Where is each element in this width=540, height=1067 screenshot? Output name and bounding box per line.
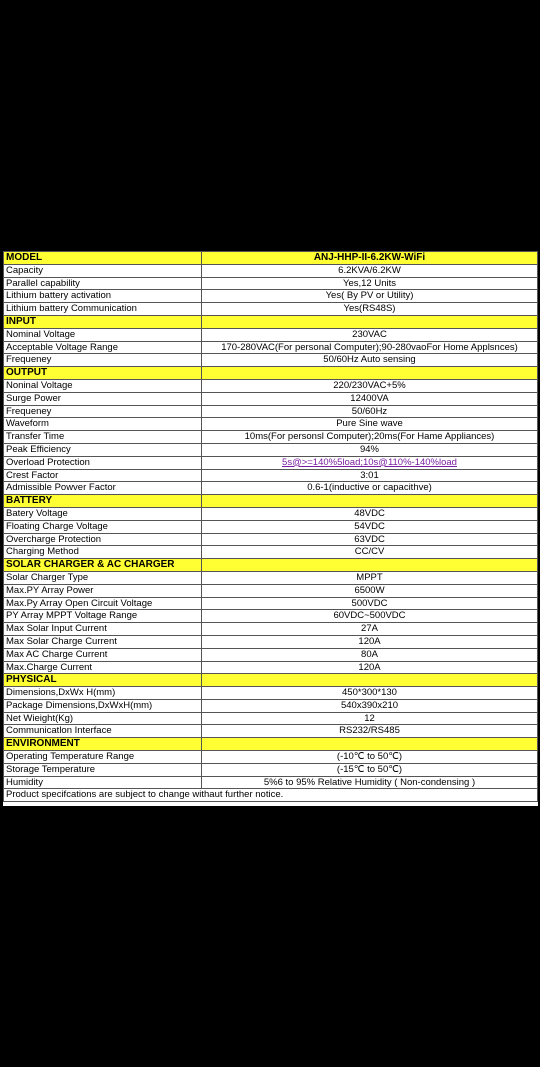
spec-label: Operating Temperature Range: [4, 751, 202, 764]
spec-value: 10ms(For personsl Computer);20ms(For Hame Appliances): [202, 431, 538, 444]
footer-row: [4, 789, 538, 802]
spec-label: Nominal Voltage: [4, 328, 202, 341]
spec-value: 170-280VAC(For personal Computer);90-280vaoFor Home Applsnces): [202, 341, 538, 354]
spec-label: Max Solar Charge Current: [4, 635, 202, 648]
spec-row: [4, 661, 538, 674]
spec-label: Surge Power: [4, 392, 202, 405]
spec-value: Yes,12 Units: [202, 277, 538, 290]
spec-row: [4, 546, 538, 559]
spec-label: Overload Protection: [4, 456, 202, 469]
spec-label: PY Array MPPT Voltage Range: [4, 610, 202, 623]
spec-value: 50/60Hz: [202, 405, 538, 418]
section-title: OUTPUT: [4, 367, 202, 380]
spec-row: [4, 687, 538, 700]
spec-value: RS232/RS485: [202, 725, 538, 738]
spec-value: 6500W: [202, 584, 538, 597]
footer-note: Product specifcations are subject to change withaut further notice.: [4, 789, 538, 802]
spec-row: [4, 443, 538, 456]
spec-row: [4, 456, 538, 469]
spec-row: [4, 751, 538, 764]
section-title: ENVIRONMENT: [4, 738, 202, 751]
spec-label: Noninal Voltage: [4, 379, 202, 392]
spec-value: Yes(RS48S): [202, 303, 538, 316]
spec-row: [4, 354, 538, 367]
spec-value: 27A: [202, 623, 538, 636]
spec-label: Max.Charge Current: [4, 661, 202, 674]
spec-label: Acceptable Voltage Range: [4, 341, 202, 354]
spec-value: 5%6 to 95% Relative Humidity ( Non-condensing ): [202, 776, 538, 789]
spec-label: Parallel capability: [4, 277, 202, 290]
section-header-row: [4, 674, 538, 687]
spec-row: [4, 431, 538, 444]
spec-label: Dimensions,DxWx H(mm): [4, 687, 202, 700]
spec-label: Floating Charge Voltage: [4, 520, 202, 533]
spec-label: Max.Py Array Open Circuit Voltage: [4, 597, 202, 610]
section-title: MODEL: [4, 252, 202, 265]
spec-row: [4, 520, 538, 533]
spec-row: [4, 405, 538, 418]
spec-value: (-15℃ to 50℃): [202, 763, 538, 776]
spec-table: [3, 251, 538, 802]
spec-row: [4, 392, 538, 405]
spec-value: Yes( By PV or Utility): [202, 290, 538, 303]
spec-label: Frequeney: [4, 405, 202, 418]
spec-table-body: [4, 252, 538, 789]
spec-value: 500VDC: [202, 597, 538, 610]
spec-value: 80A: [202, 648, 538, 661]
spec-value: 54VDC: [202, 520, 538, 533]
spec-row: [4, 584, 538, 597]
spec-value: 48VDC: [202, 507, 538, 520]
section-header-row: [4, 315, 538, 328]
spec-label: Transfer Time: [4, 431, 202, 444]
spec-row: [4, 303, 538, 316]
section-value: [202, 674, 538, 687]
spec-label: Max AC Charge Current: [4, 648, 202, 661]
section-value: [202, 495, 538, 508]
spec-label: Capacity: [4, 264, 202, 277]
spec-label: Batery Voltage: [4, 507, 202, 520]
spec-value: 3:01: [202, 469, 538, 482]
section-title: BATTERY: [4, 495, 202, 508]
spec-row: [4, 533, 538, 546]
spec-row: [4, 725, 538, 738]
spec-row: [4, 277, 538, 290]
spec-row: [4, 264, 538, 277]
section-value: ANJ-HHP-II-6.2KW-WiFi: [202, 252, 538, 265]
spec-value: 6.2KVA/6.2KW: [202, 264, 538, 277]
spec-value: 120A: [202, 661, 538, 674]
section-title: INPUT: [4, 315, 202, 328]
spec-label: Max.PY Array Power: [4, 584, 202, 597]
spec-label: Peak Efficiency: [4, 443, 202, 456]
section-header-row: [4, 495, 538, 508]
spec-row: [4, 610, 538, 623]
spec-value: 220/230VAC+5%: [202, 379, 538, 392]
spec-value: 12: [202, 712, 538, 725]
section-title: SOLAR CHARGER & AC CHARGER: [4, 559, 202, 572]
spec-label: Package Dimensions,DxWxH(mm): [4, 699, 202, 712]
spec-value: [202, 456, 538, 469]
spec-row: [4, 290, 538, 303]
section-header-row: [4, 559, 538, 572]
spec-label: Humidity: [4, 776, 202, 789]
spec-row: [4, 763, 538, 776]
spec-value: 120A: [202, 635, 538, 648]
spec-row: [4, 328, 538, 341]
spec-row: [4, 623, 538, 636]
spec-row: [4, 699, 538, 712]
spec-row: [4, 418, 538, 431]
spec-value: 60VDC~500VDC: [202, 610, 538, 623]
spec-row: [4, 341, 538, 354]
spec-row: [4, 507, 538, 520]
spec-value: 450*300*130: [202, 687, 538, 700]
section-value: [202, 559, 538, 572]
spec-value: 540x390x210: [202, 699, 538, 712]
spec-label: Communicatlon Interface: [4, 725, 202, 738]
spec-value: Pure Sine wave: [202, 418, 538, 431]
spec-label: Admissible Powver Factor: [4, 482, 202, 495]
section-value: [202, 315, 538, 328]
spec-label: Waveform: [4, 418, 202, 431]
section-header-row: [4, 367, 538, 380]
spec-label: Lithium battery activation: [4, 290, 202, 303]
spec-sheet: [3, 251, 538, 806]
spec-label: Max Solar Input Current: [4, 623, 202, 636]
spec-row: [4, 482, 538, 495]
spec-row: [4, 648, 538, 661]
section-header-row: [4, 738, 538, 751]
spec-label: Crest Factor: [4, 469, 202, 482]
spec-value: 94%: [202, 443, 538, 456]
spec-value: CC/CV: [202, 546, 538, 559]
spec-label: Lithium battery Communication: [4, 303, 202, 316]
spec-row: [4, 712, 538, 725]
spec-label: Net Wieight(Kg): [4, 712, 202, 725]
spec-label: Frequeney: [4, 354, 202, 367]
spec-value: 63VDC: [202, 533, 538, 546]
spec-row: [4, 635, 538, 648]
spec-row: [4, 379, 538, 392]
spec-label: Charging Method: [4, 546, 202, 559]
section-value: [202, 367, 538, 380]
spec-value: (-10℃ to 50℃): [202, 751, 538, 764]
spec-value: 12400VA: [202, 392, 538, 405]
spec-label: Storage Temperature: [4, 763, 202, 776]
section-header-row: [4, 252, 538, 265]
spec-row: [4, 469, 538, 482]
spec-value: 0.6-1(inductive or capacithve): [202, 482, 538, 495]
spec-label: Overcharge Protection: [4, 533, 202, 546]
spec-row: [4, 776, 538, 789]
section-title: PHYSICAL: [4, 674, 202, 687]
spec-row: [4, 571, 538, 584]
spec-value: 50/60Hz Auto sensing: [202, 354, 538, 367]
section-value: [202, 738, 538, 751]
spec-label: Solar Charger Type: [4, 571, 202, 584]
overload-protection-value: 5s@>=140%5load;10s@110%-140%load: [282, 456, 457, 468]
spec-row: [4, 597, 538, 610]
spec-value: 230VAC: [202, 328, 538, 341]
spec-value: MPPT: [202, 571, 538, 584]
